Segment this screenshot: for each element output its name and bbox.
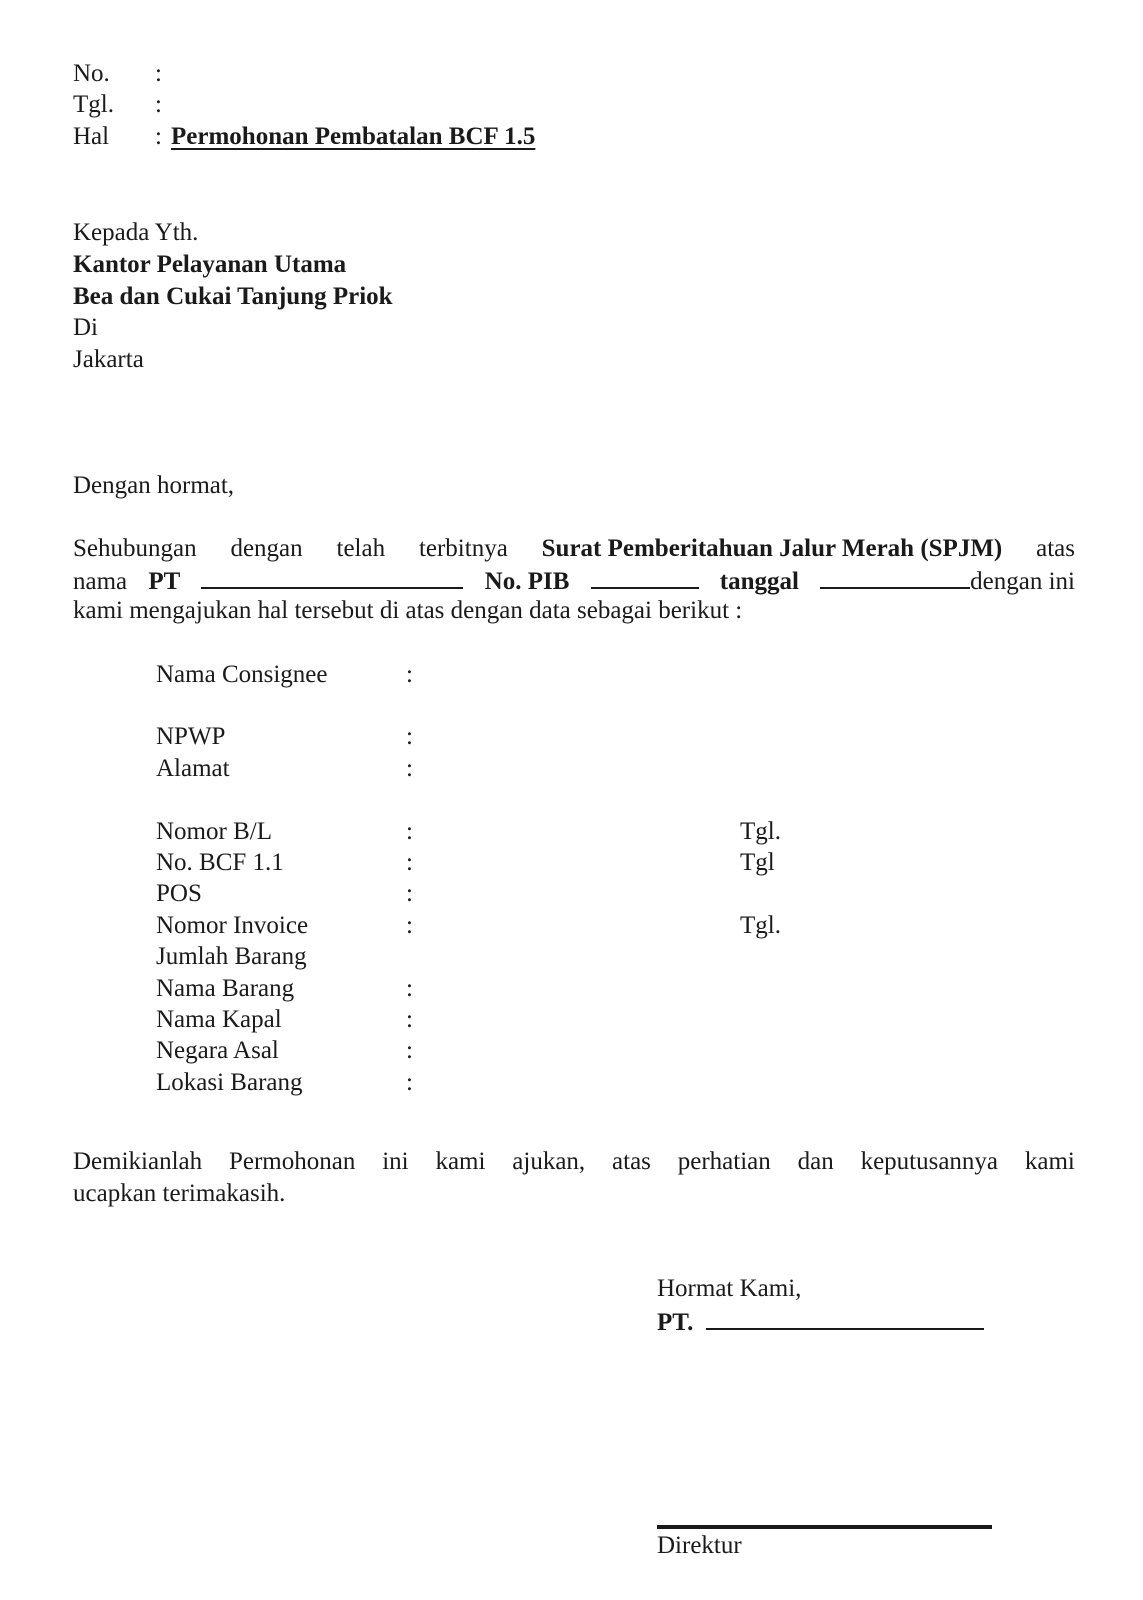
recipient-greeting: Kepada Yth. [73, 219, 199, 246]
closing-word: ajukan, [512, 1148, 586, 1175]
signature-pt-blank[interactable] [706, 1308, 984, 1330]
signature-line[interactable] [657, 1525, 992, 1529]
field-tgl-invoice: Tgl. [740, 912, 781, 939]
field-label-nomor-invoice: Nomor Invoice [156, 912, 309, 939]
intro-word: dengan [230, 535, 303, 562]
intro-line-2 [73, 567, 1075, 594]
field-label-negara-asal: Negara Asal [156, 1037, 279, 1064]
recipient-city: Jakarta [73, 346, 144, 373]
recipient-di: Di [73, 314, 98, 341]
closing-word: Permohonan [228, 1148, 356, 1175]
tanggal-blank[interactable] [820, 567, 970, 589]
field-label-nomor-bl: Nomor B/L [156, 818, 272, 845]
intro-pt-label: PT [148, 568, 181, 595]
header-hal-colon: : [155, 123, 162, 150]
field-tgl-bl: Tgl. [740, 818, 781, 845]
closing-word: kami [435, 1148, 486, 1175]
recipient-office-line1: Kantor Pelayanan Utama [73, 251, 347, 278]
field-colon: : [406, 818, 413, 845]
header-tgl-colon: : [155, 91, 162, 118]
intro-word: telah [336, 535, 386, 562]
intro-no-pib-label: No. PIB [484, 568, 570, 595]
signature-pt-line [657, 1308, 984, 1335]
signature-pt-label: PT. [657, 1309, 694, 1336]
field-colon: : [406, 849, 413, 876]
field-label-nama-barang: Nama Barang [156, 975, 295, 1002]
field-colon: : [406, 912, 413, 939]
header-no-colon: : [155, 60, 162, 87]
header-hal-label: Hal [73, 123, 110, 150]
pt-name-blank[interactable] [201, 567, 463, 589]
intro-bold-phrase: Surat Pemberitahuan Jalur Merah (SPJM) [541, 535, 1003, 562]
intro-line-1 [73, 536, 1075, 561]
intro-line-3: kami mengajukan hal tersebut di atas dengan data sebagai berikut : [73, 597, 743, 624]
field-colon: : [406, 1006, 413, 1033]
letter-subject: Permohonan Pembatalan BCF 1.5 [171, 123, 536, 150]
closing-line-2: ucapkan terimakasih. [73, 1180, 286, 1207]
field-label-npwp: NPWP [156, 723, 226, 750]
pib-number-blank[interactable] [591, 567, 699, 589]
signature-title: Direktur [657, 1532, 742, 1559]
field-label-lokasi-barang: Lokasi Barang [156, 1069, 303, 1096]
field-label-nama-kapal: Nama Kapal [156, 1006, 282, 1033]
field-label-pos: POS [156, 880, 202, 907]
intro-word: terbitnya [418, 535, 508, 562]
closing-word: Demikianlah [73, 1148, 203, 1175]
header-tgl-label: Tgl. [73, 91, 114, 118]
closing-word: kami [1024, 1148, 1075, 1175]
closing-word: atas [612, 1148, 651, 1175]
intro-nama: nama [73, 568, 128, 595]
closing-word: perhatian [677, 1148, 771, 1175]
field-label-nama-consignee: Nama Consignee [156, 661, 328, 688]
field-colon: : [406, 1069, 413, 1096]
field-label-jumlah-barang: Jumlah Barang [156, 943, 307, 970]
recipient-office-line2: Bea dan Cukai Tanjung Priok [73, 283, 393, 310]
closing-word: keputusannya [860, 1148, 999, 1175]
salutation: Dengan hormat, [73, 472, 235, 499]
closing-word: ini [382, 1148, 409, 1175]
closing-word: dan [797, 1148, 834, 1175]
closing-line-1 [73, 1149, 1075, 1174]
signature-regards: Hormat Kami, [657, 1275, 802, 1302]
field-label-alamat: Alamat [156, 755, 230, 782]
field-colon: : [406, 723, 413, 750]
intro-tanggal-label: tanggal [719, 568, 799, 595]
intro-dengan-ini: dengan ini [970, 568, 1075, 595]
field-tgl-bcf: Tgl [740, 849, 775, 876]
intro-word: Sehubungan [73, 535, 197, 562]
field-colon: : [406, 755, 413, 782]
field-colon: : [406, 975, 413, 1002]
field-label-no-bcf: No. BCF 1.1 [156, 849, 284, 876]
intro-word: atas [1036, 535, 1075, 562]
field-colon: : [406, 1037, 413, 1064]
header-no-label: No. [73, 60, 110, 87]
tanggal-group [820, 567, 1075, 594]
field-colon: : [406, 661, 413, 688]
field-colon: : [406, 880, 413, 907]
